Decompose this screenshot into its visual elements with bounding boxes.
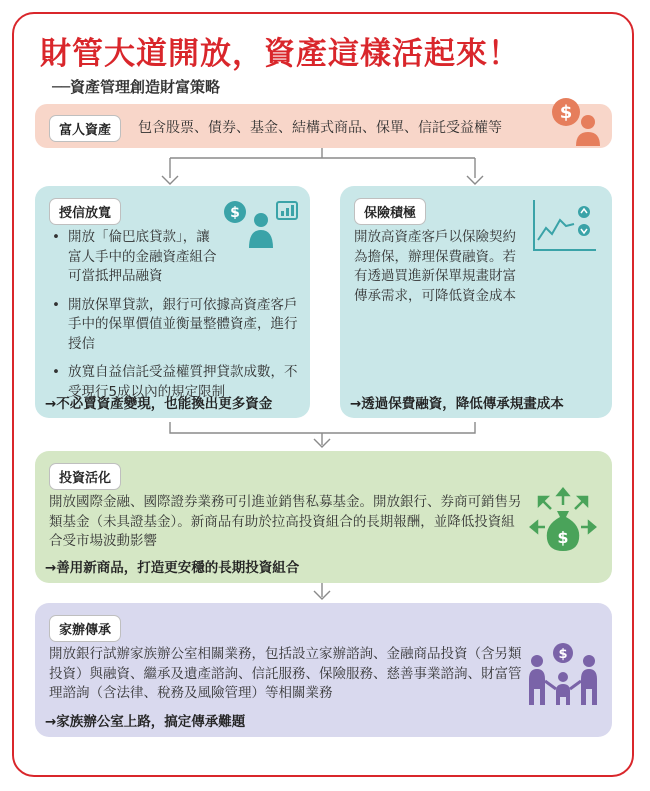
insurance-box (340, 186, 612, 418)
svg-text:$: $ (557, 528, 569, 547)
credit-bullets (50, 228, 300, 411)
list-item (50, 228, 223, 287)
credit-bullet-3: 放寬自益信託受益權質押貸款成數，不受現行5成以內的規定限制 (68, 364, 298, 400)
investment-tag: 投資活化 (49, 463, 121, 490)
money-bag-arrows-icon (529, 487, 597, 555)
family-office-tag: 家辦傳承 (49, 615, 121, 642)
family-office-text: 開放銀行試辦家族辦公室相關業務，包括設立家辦諮詢、金融商品投資（含另類投資）與融資、繼承及遺產諮詢、信託服務、保險服務、慈善事業諮詢、財富管理諮詢（含法律、稅務及風險管理）等相關業務 (49, 646, 522, 701)
insurance-text: 開放高資產客戶以保險契約為擔保，辦理保費融資。若有透過買進新保單規畫財富傳承需求，可降低資金成本 (354, 229, 516, 304)
svg-text:$: $ (559, 102, 573, 123)
credit-tag: 授信放寬 (49, 198, 121, 225)
wealth-assets-bar (35, 104, 612, 148)
investment-box (35, 451, 612, 583)
wealth-assets-text: 包含股票、債券、基金、結構式商品、保單、信託受益權等 (138, 120, 502, 136)
credit-box (35, 186, 310, 418)
page-subtitle: ──資產管理創造財富策略 (52, 78, 221, 96)
insurance-tag: 保險積極 (354, 198, 426, 225)
investment-conclusion: →善用新商品，打造更安穩的長期投資組合 (45, 560, 300, 576)
svg-text:$: $ (558, 647, 568, 662)
credit-bullet-1: 開放「倫巴底貸款」，讓富人手中的金融資產組合可當抵押品融資 (68, 229, 217, 284)
family-office-conclusion: →家族辦公室上路，搞定傳承難題 (45, 714, 246, 730)
wealth-assets-tag: 富人資產 (49, 115, 121, 142)
list-item (50, 296, 300, 355)
credit-conclusion: →不必賣資產變現，也能換出更多資金 (45, 396, 273, 412)
page-title: 財管大道開放，資產這樣活起來！ (40, 36, 520, 72)
insurance-conclusion: →透過保費融資，降低傳承規畫成本 (350, 396, 564, 412)
trend-chart-icon (530, 196, 600, 254)
family-money-icon (525, 641, 601, 707)
svg-text:$: $ (230, 205, 240, 221)
investment-text: 開放國際金融、國際證券業務可引進並銷售私募基金。開放銀行、券商可銷售另類基金（未具證基金）。新商品有助於拉高投資組合的長期報酬，並降低投資組合受市場波動影響 (49, 494, 522, 549)
credit-bullet-2: 開放保單貸款，銀行可依據高資產客戶手中的保單價值並衡量整體資產，進行授信 (68, 296, 298, 352)
family-office-box (35, 603, 612, 737)
person-money-icon (544, 90, 604, 150)
